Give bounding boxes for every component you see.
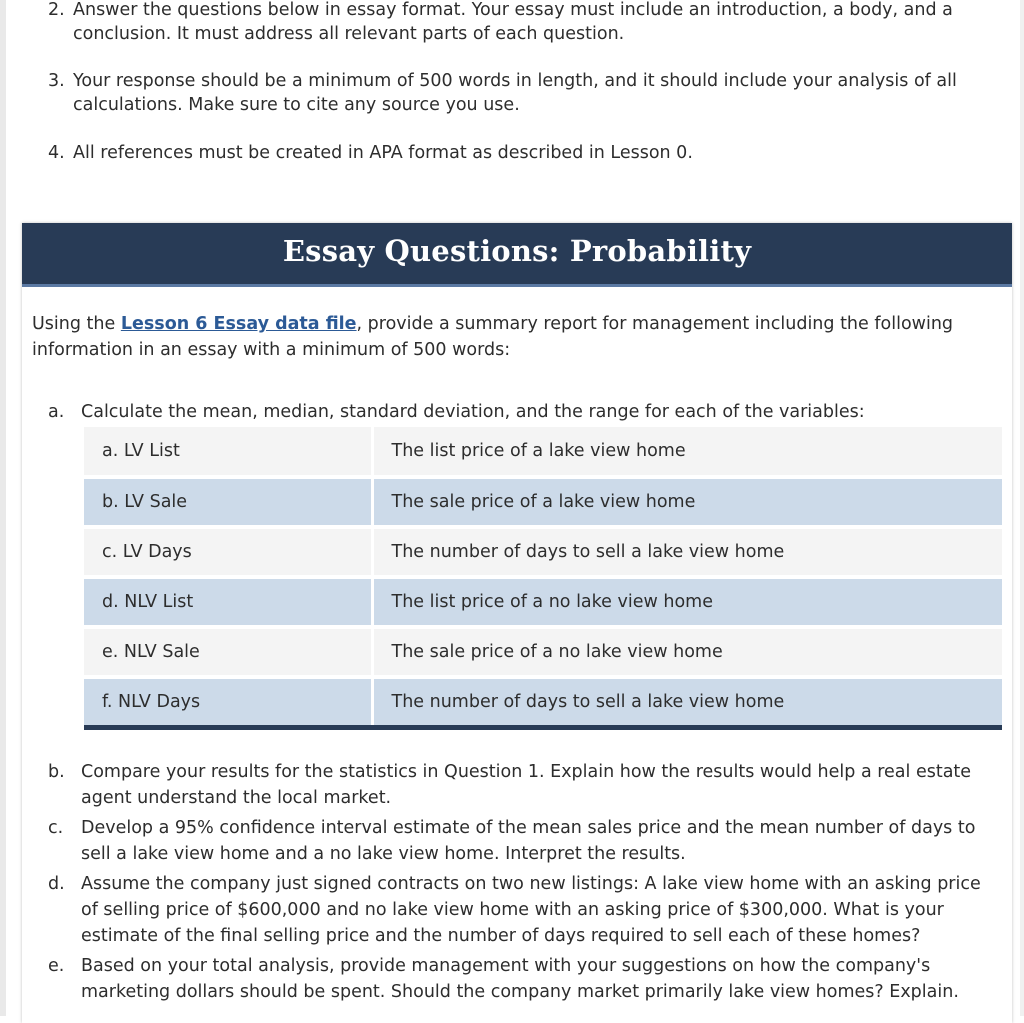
question-c [48, 815, 998, 867]
instruction-text: Your response should be a minimum of 500 words in length, and it should include your analysis of all calculations. Make sure to cite any source you use. [73, 71, 957, 115]
instruction-item-3 [48, 69, 988, 117]
table-row [84, 477, 1002, 527]
variable-description: The list price of a no lake view home [372, 577, 1002, 627]
instruction-item-4 [48, 141, 988, 165]
table-row [84, 527, 1002, 577]
variable-description: The sale price of a no lake view home [372, 627, 1002, 677]
variable-description: The number of days to sell a lake view home [372, 527, 1002, 577]
question-text: Based on your total analysis, provide management with your suggestions on how the company's marketing dollars should be spent. Should the company market primarily lake view homes? Explain. [81, 956, 959, 1002]
variable-code: a. LV List [84, 427, 372, 477]
instruction-number: 4. [48, 143, 65, 163]
intro-text-before: Using the [32, 314, 121, 334]
banner-title: Essay Questions: Probability [282, 234, 752, 268]
variable-description: The sale price of a lake view home [372, 477, 1002, 527]
question-letter: d. [48, 874, 65, 894]
variable-code: b. LV Sale [84, 477, 372, 527]
question-text: Calculate the mean, median, standard deviation, and the range for each of the variables: [81, 402, 865, 422]
table-row [84, 627, 1002, 677]
page-right-border [1020, 0, 1024, 1016]
data-file-link[interactable]: Lesson 6 Essay data file [120, 314, 357, 334]
variable-code: e. NLV Sale [84, 627, 372, 677]
table-row [84, 577, 1002, 627]
question-a [48, 399, 998, 425]
question-text: Compare your results for the statistics in Question 1. Explain how the results would help a real estate agent understand the local market. [81, 762, 972, 808]
intro-paragraph [32, 311, 982, 363]
question-e [48, 953, 998, 1005]
variables-table [84, 427, 1002, 730]
instruction-number: 3. [48, 71, 65, 91]
question-b [48, 759, 998, 811]
question-letter: e. [48, 956, 65, 976]
question-letter: c. [48, 818, 64, 838]
instruction-item-2 [48, 0, 988, 46]
intro-text-after: , provide a summary report for management including the following information in an essay with a minimum of 500 words: [32, 314, 954, 360]
table-row [84, 677, 1002, 727]
question-letter: b. [48, 762, 65, 782]
essay-banner [22, 223, 1012, 287]
question-letter: a. [48, 402, 65, 422]
variable-code: d. NLV List [84, 577, 372, 627]
question-text: Assume the company just signed contracts on two new listings: A lake view home with an asking price of selling price of $600,000 and no lake view home with an asking price of $300,000. What is your estimate of the final selling price and the number of days required to sell each of these homes? [81, 874, 981, 946]
variable-code: c. LV Days [84, 527, 372, 577]
instruction-text: Answer the questions below in essay format. Your essay must include an introduction, a body, and a conclusion. It must address all relevant parts of each question. [73, 0, 953, 44]
variable-code: f. NLV Days [84, 677, 372, 727]
page-left-border [0, 0, 6, 1016]
question-d [48, 871, 998, 949]
question-text: Develop a 95% confidence interval estimate of the mean sales price and the mean number of days to sell a lake view home and a no lake view home. Interpret the results. [81, 818, 976, 864]
table-row [84, 427, 1002, 477]
variable-description: The number of days to sell a lake view home [372, 677, 1002, 727]
variable-description: The list price of a lake view home [372, 427, 1002, 477]
instruction-number: 2. [48, 0, 65, 20]
instruction-text: All references must be created in APA format as described in Lesson 0. [73, 143, 693, 163]
essay-questions-card [22, 223, 1012, 1023]
